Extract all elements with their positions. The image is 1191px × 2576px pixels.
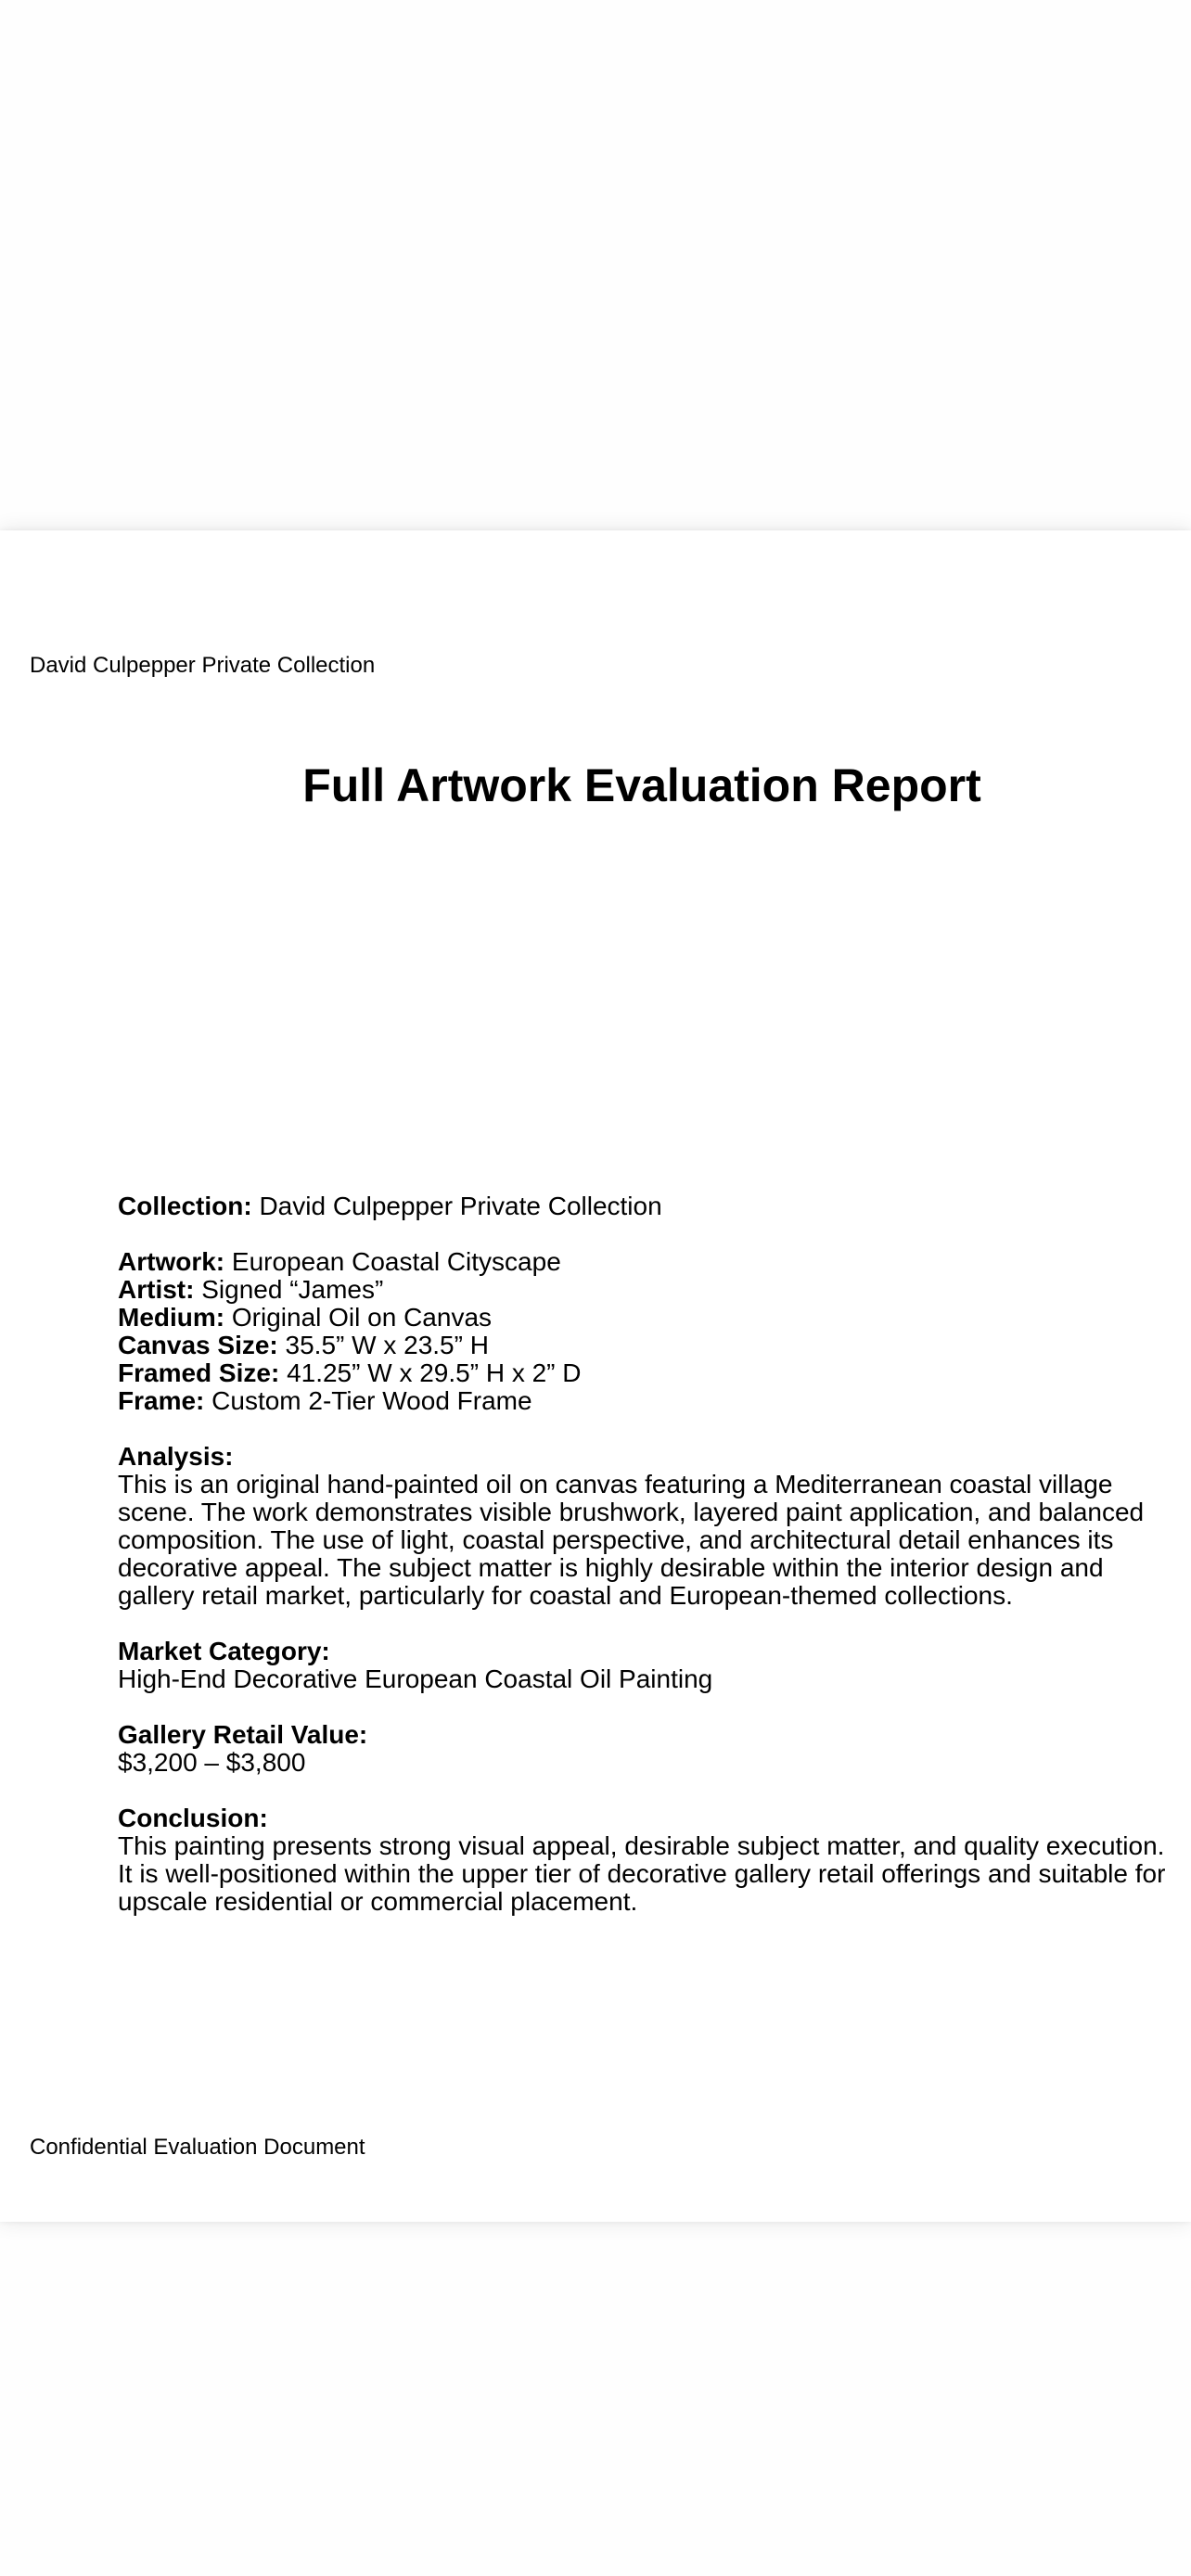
- detail-label: Frame:: [118, 1386, 205, 1415]
- detail-canvas-size: [118, 1332, 1175, 1359]
- detail-label: Framed Size:: [118, 1358, 280, 1387]
- market-category-text: High-End Decorative European Coastal Oil Painting: [118, 1664, 713, 1693]
- detail-frame: [118, 1387, 1175, 1415]
- collection-label: Collection:: [118, 1192, 252, 1220]
- detail-artist: [118, 1276, 1175, 1304]
- page-header: David Culpepper Private Collection: [30, 653, 376, 678]
- detail-value: 41.25” W x 29.5” H x 2” D: [287, 1358, 582, 1387]
- detail-value: Signed “James”: [201, 1275, 384, 1304]
- conclusion-label: Conclusion:: [118, 1804, 268, 1832]
- market-category-section: [118, 1638, 1175, 1693]
- detail-label: Medium:: [118, 1303, 225, 1332]
- report-title: Full Artwork Evaluation Report: [302, 759, 981, 811]
- detail-medium: [118, 1304, 1175, 1332]
- detail-framed-size: [118, 1359, 1175, 1387]
- detail-label: Artwork:: [118, 1247, 225, 1276]
- document-page[interactable]: [0, 530, 1191, 2222]
- page-footer: Confidential Evaluation Document: [30, 2135, 365, 2160]
- conclusion-text: This painting presents strong visual appeal, desirable subject matter, and quality execution. It is well-positioned within the upper tier of decorative gallery retail offerings and suitable for upscale residential or commercial placement.: [118, 1831, 1166, 1916]
- detail-value: European Coastal Cityscape: [231, 1247, 561, 1276]
- detail-value: Original Oil on Canvas: [231, 1303, 493, 1332]
- gallery-retail-value-text: $3,200 – $3,800: [118, 1748, 306, 1777]
- gallery-retail-value-label: Gallery Retail Value:: [118, 1720, 368, 1749]
- collection-value: David Culpepper Private Collection: [259, 1192, 662, 1220]
- gallery-retail-value-section: [118, 1721, 1175, 1777]
- detail-label: Canvas Size:: [118, 1331, 278, 1359]
- detail-label: Artist:: [118, 1275, 195, 1304]
- detail-value: Custom 2-Tier Wood Frame: [211, 1386, 532, 1415]
- analysis-text: This is an original hand-painted oil on canvas featuring a Mediterranean coastal village scene. The work demonstrates visible brushwork, layered paint application, and balanced composition. The use of light, coastal perspective, and architectural detail enhances its decorative appeal. The subject matter is highly desirable within the interior design and gallery retail market, particularly for coastal and European-themed collections.: [118, 1470, 1145, 1610]
- collection-line: [118, 1192, 1175, 1220]
- analysis-section: [118, 1443, 1175, 1610]
- analysis-label: Analysis:: [118, 1442, 234, 1471]
- detail-artwork: [118, 1248, 1175, 1276]
- conclusion-section: [118, 1804, 1175, 1916]
- market-category-label: Market Category:: [118, 1637, 330, 1665]
- artwork-details: [118, 1248, 1175, 1415]
- detail-value: 35.5” W x 23.5” H: [285, 1331, 489, 1359]
